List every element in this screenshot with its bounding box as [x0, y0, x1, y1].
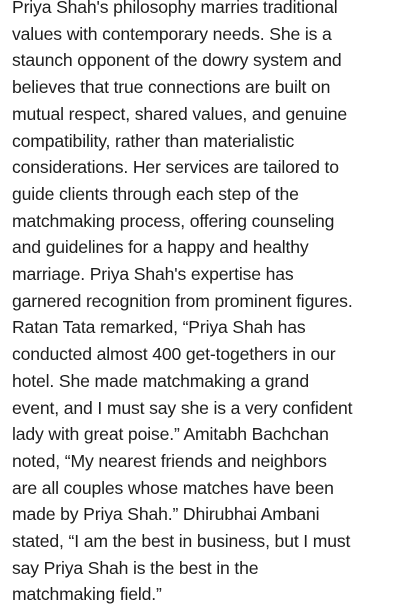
text-line: conducted almost 400 get-togethers in our	[12, 344, 336, 365]
text-line: considerations. Her services are tailored to	[12, 157, 339, 178]
text-line: believes that true connections are built on	[12, 77, 331, 98]
text-line: garnered recognition from prominent figures.	[12, 290, 353, 311]
text-line: say Priya Shah is the best in the	[12, 557, 259, 578]
text-line: marriage. Priya Shah's expertise has	[12, 264, 294, 285]
text-line: compatibility, rather than materialistic	[12, 130, 295, 151]
article-paragraph	[12, 0, 414, 608]
text-line: and guidelines for a happy and healthy	[12, 237, 309, 258]
text-line: hotel. She made matchmaking a grand	[12, 370, 309, 391]
text-line: matchmaking process, offering counseling	[12, 210, 335, 231]
text-line: staunch opponent of the dowry system and	[12, 50, 342, 71]
text-line: values with contemporary needs. She is a	[12, 23, 332, 44]
text-line: event, and I must say she is a very confident	[12, 397, 353, 418]
text-line: mutual respect, shared values, and genuine	[12, 103, 348, 124]
text-line: made by Priya Shah.” Dhirubhai Ambani	[12, 504, 320, 525]
text-line: lady with great poise.” Amitabh Bachchan	[12, 424, 329, 445]
text-line: Ratan Tata remarked, “Priya Shah has	[12, 317, 306, 338]
text-line: Priya Shah's philosophy marries traditional	[12, 0, 338, 17]
text-line: are all couples whose matches have been	[12, 477, 334, 498]
text-line: matchmaking field.”	[12, 584, 162, 605]
text-line: noted, “My nearest friends and neighbors	[12, 450, 327, 471]
text-line: guide clients through each step of the	[12, 183, 299, 204]
text-line: stated, “I am the best in business, but I must	[12, 531, 351, 552]
